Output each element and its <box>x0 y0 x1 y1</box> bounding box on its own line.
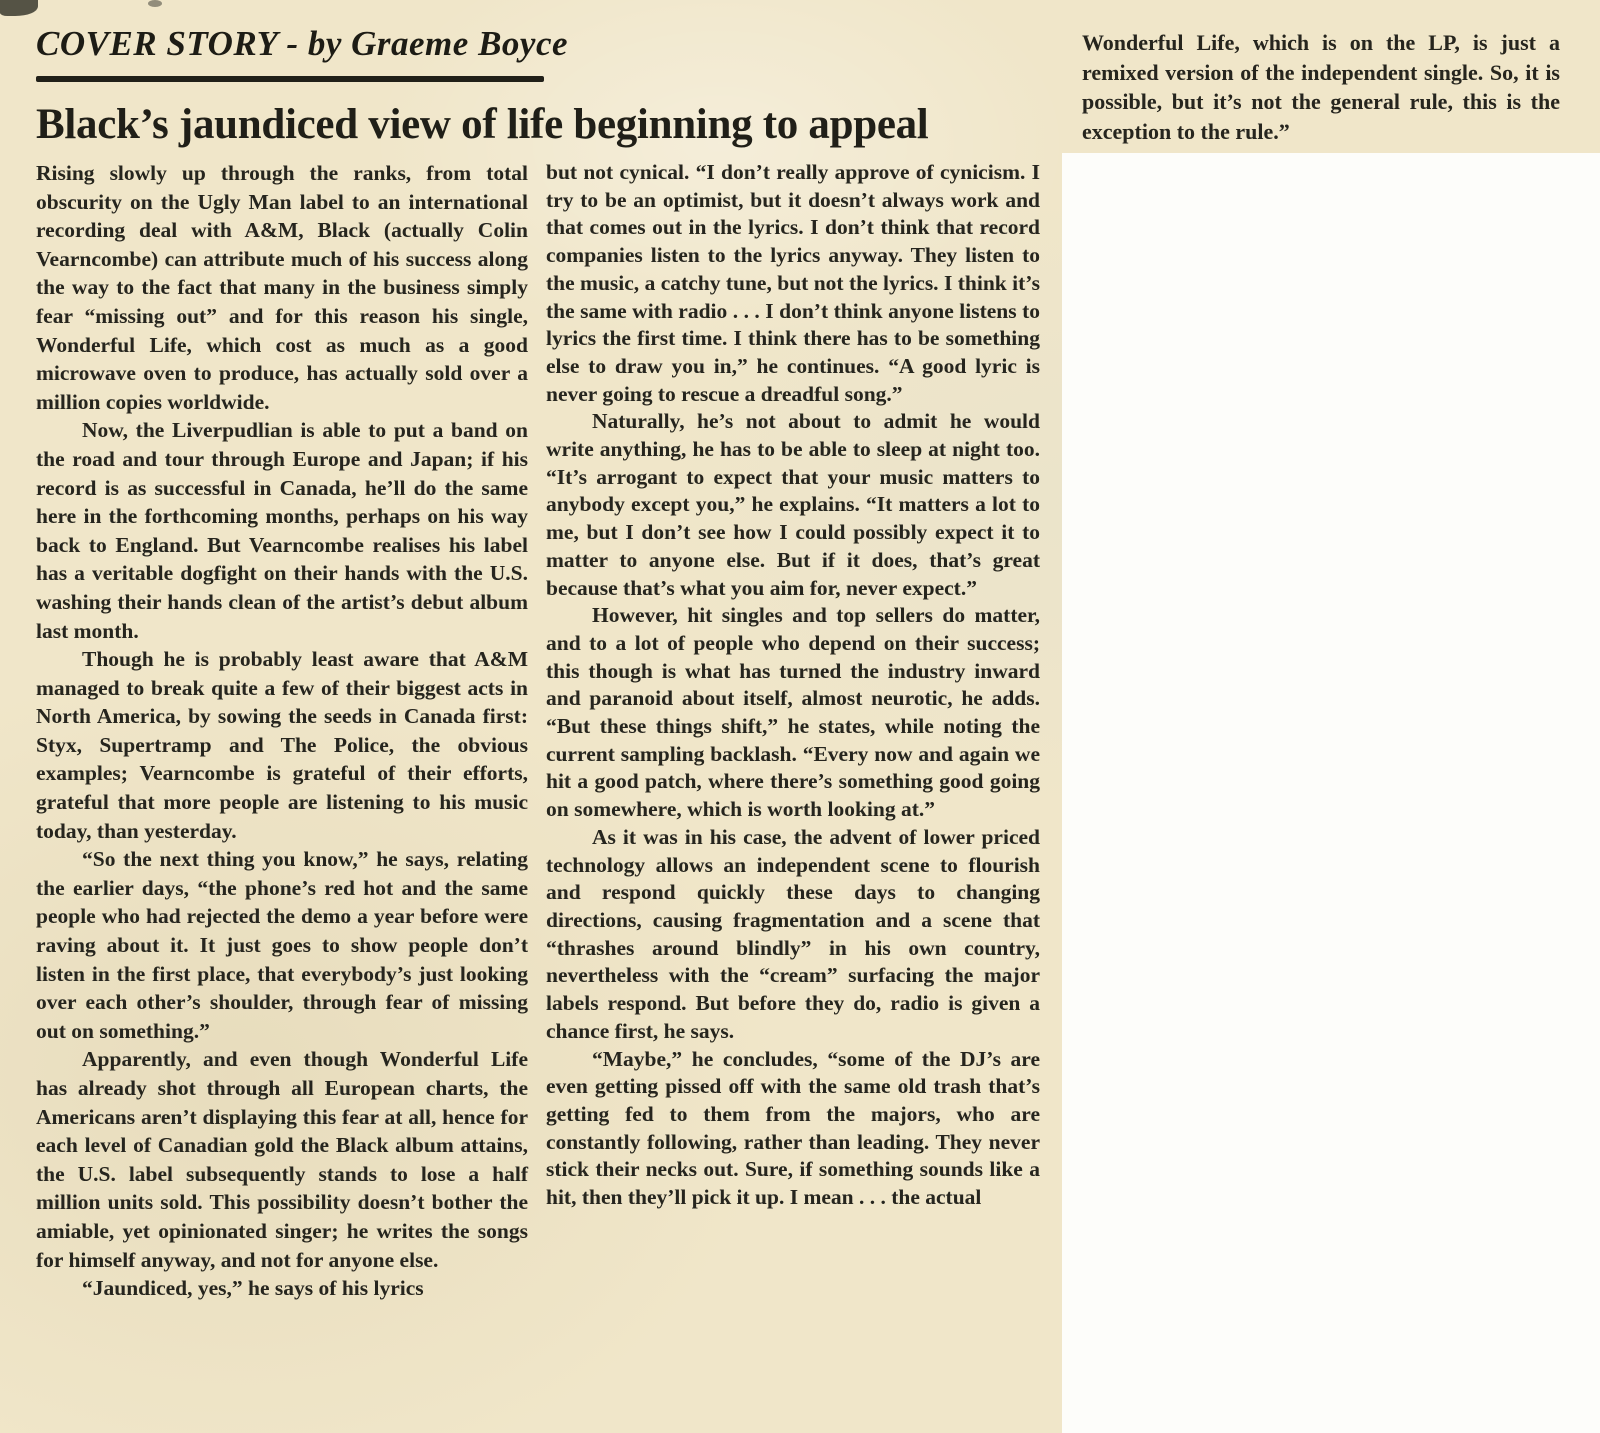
article-column-1 <box>36 159 528 1303</box>
paragraph: Now, the Liverpudlian is able to put a band on the road and tour through Europe and Japan; if his record is as successful in Canada, he’ll do the same here in the forthcoming months, perhaps on his way back to England. But Vearncombe realises his label has a veritable dogfight on their hands with the U.S. washing their hands clean of the artist’s debut album last month. <box>36 418 528 643</box>
paragraph: Wonderful Life, which is on the LP, is just a remixed version of the independent single. So, it is possible, but it’s not the general rule, this is the exception to the rule.” <box>1082 30 1560 144</box>
article-header <box>36 24 1046 149</box>
paragraph: Rising slowly up through the ranks, from total obscurity on the Ugly Man label to an international recording deal with A&M, Black (actually Colin Vearncombe) can attribute much of his success along the way to the fact that many in the business simply fear “missing out” and for this reason his single, Wonderful Life, which cost as much as a good microwave oven to produce, has actually sold over a million copies worldwide. <box>36 161 528 414</box>
paragraph: “Jaundiced, yes,” he says of his lyrics <box>82 1276 424 1301</box>
article-column-2 <box>546 159 1040 1212</box>
paragraph: However, hit singles and top sellers do matter, and to a lot of people who depend on their success; this though is what has turned the industry inward and paranoid about itself, almost neurotic, he adds. “But these things shift,” he states, while noting the current sampling backlash. “Every now and again we hit a good patch, where there’s something good going on somewhere, which is worth looking at.” <box>546 603 1040 822</box>
article-column-3 <box>1082 28 1560 146</box>
paragraph: Apparently, and even though Wonderful Life has already shot through all European charts, the Americans aren’t displaying this fear at all, hence for each level of Canadian gold the Black album attains, the U.S. label subsequently stands to lose a half million units sold. This possibility doesn’t bother the amiable, yet opinionated singer; he writes the songs for himself anyway, and not for anyone else. <box>36 1047 528 1272</box>
paragraph: As it was in his case, the advent of lower priced technology allows an independent scene to flourish and respond quickly these days to changing directions, causing fragmentation and a scene that “thrashes around blindly” in his own country, nevertheless with the “cream” surfacing the major labels respond. But before they do, radio is given a chance first, he says. <box>546 824 1040 1043</box>
article-headline: Black’s jaundiced view of life beginning to appeal <box>36 101 929 148</box>
paragraph: “So the next thing you know,” he says, relating the earlier days, “the phone’s red hot and the same people who had rejected the demo a year before were raving about it. It just goes to show people don’t listen in the first place, that everybody’s just looking over each other’s shoulder, through fear of missing out on something.” <box>36 847 528 1043</box>
paragraph: Naturally, he’s not about to admit he would write anything, he has to be able to sleep at night too. “It’s arrogant to expect that your music matters to anybody except you,” he explains. “It matters a lot to me, but I don’t see how I could possibly expect it to matter to anyone else. But if it does, that’s great because that’s what you aim for, never expect.” <box>546 409 1040 600</box>
paragraph: but not cynical. “I don’t really approve of cynicism. I try to be an optimist, but it doesn’t always work and that comes out in the lyrics. I don’t think that record companies listen to the lyrics anyway. They listen to the music, a catchy tune, but not the lyrics. I think it’s the same with radio . . . I don’t think anyone listens to lyrics the first time. I think there has to be something else to draw you in,” he continues. “A good lyric is never going to rescue a dreadful song.” <box>546 160 1040 406</box>
header-rule <box>36 76 544 82</box>
scan-artifact-mark <box>148 0 162 7</box>
scan-artifact-smudge <box>0 0 38 16</box>
paragraph: “Maybe,” he concludes, “some of the DJ’s are even getting pissed off with the same old trash that’s getting fed to them from the majors, who are constantly following, rather than leading. They never stick their necks out. Sure, if something sounds like a hit, then they’ll pick it up. I mean . . . the actual <box>546 1046 1040 1210</box>
scan-blank-margin <box>1062 153 1600 1433</box>
section-eyebrow: COVER STORY - by Graeme Boyce <box>36 24 569 63</box>
paragraph: Though he is probably least aware that A&M managed to break quite a few of their biggest acts in North America, by sowing the seeds in Canada first: Styx, Supertramp and The Police, the obvious examples; Vearncombe is grateful of their efforts, grateful that more people are listening to his music today, than yesterday. <box>36 647 528 843</box>
